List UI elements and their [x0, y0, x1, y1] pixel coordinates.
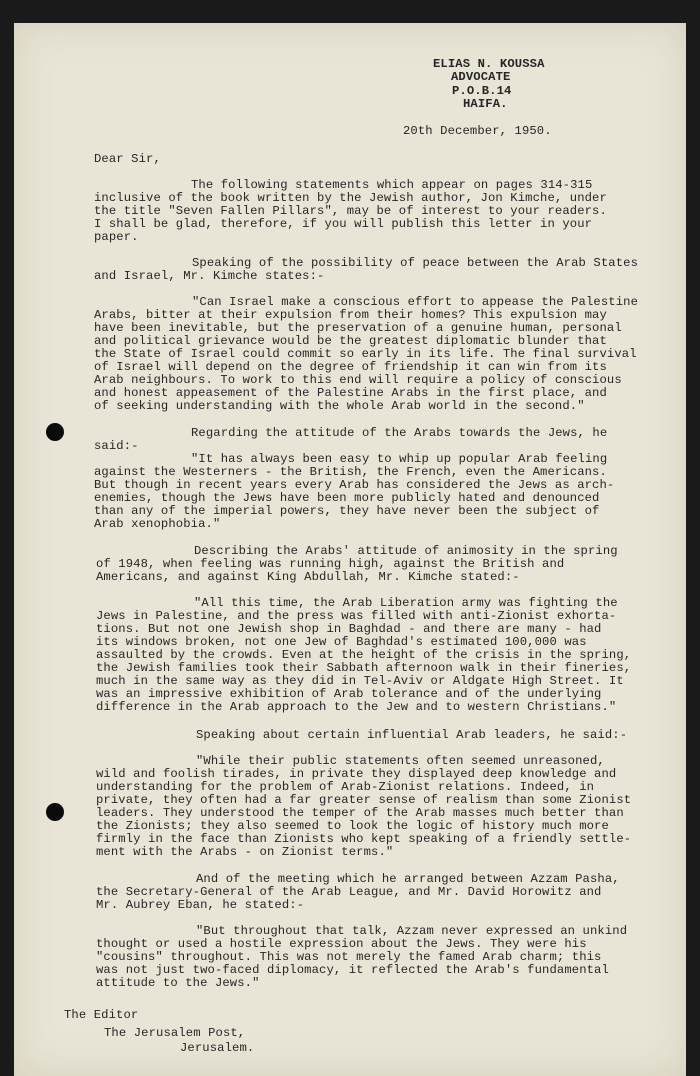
body-line: Speaking about certain influential Arab leaders, he said:-	[196, 728, 628, 742]
letter-page	[14, 23, 686, 1076]
quote-line: But though in recent years every Arab has considered the Jews as arch-	[94, 478, 615, 492]
punch-hole	[46, 423, 64, 441]
quote-line: of seeking understanding with the whole Arab world in the second."	[94, 399, 585, 413]
letter-date: 20th December, 1950.	[403, 124, 552, 138]
body-line: Mr. Aubrey Eban, he stated:-	[96, 898, 305, 912]
recipient-line: The Jerusalem Post,	[104, 1026, 246, 1040]
body-line: of 1948, when feeling was running high, against the British and	[96, 557, 565, 571]
quote-line: attitude to the Jews."	[96, 976, 260, 990]
quote-line: than any of the imperial powers, they have never been the subject of	[94, 504, 600, 518]
quote-line: "All this time, the Arab Liberation army was fighting the	[194, 596, 618, 610]
quote-line: the State of Israel could commit so early in its life. The final survival	[94, 347, 637, 361]
quote-line: have been inevitable, but the preservation of a genuine human, personal	[94, 321, 622, 335]
quote-line: "But throughout that talk, Azzam never expressed an unkind	[196, 924, 628, 938]
quote-line: leaders. They understood the temper of the Arab masses much better than	[96, 806, 624, 820]
body-line: And of the meeting which he arranged between Azzam Pasha,	[196, 872, 620, 886]
quote-line: much in the same way as they did in Tel-Aviv or Aldgate High Street. It	[96, 674, 624, 688]
quote-line: and political grievance would be the greatest diplomatic blunder that	[94, 334, 607, 348]
quote-line: Arab xenophobia."	[94, 517, 221, 531]
quote-line: "It has always been easy to whip up popular Arab feeling	[191, 452, 608, 466]
quote-line: the Zionists; they also seemed to look the logic of history much more	[96, 819, 609, 833]
quote-line: was not just two-faced diplomacy, it reflected the Arab's fundamental	[96, 963, 609, 977]
quote-line: private, they often had a far greater sense of realism than some Zionist	[96, 793, 632, 807]
salutation: Dear Sir,	[94, 152, 161, 166]
quote-line: of Israel will depend on the degree of friendship it can win from its	[94, 360, 607, 374]
body-line: I shall be glad, therefore, if you will publish this letter in your	[94, 217, 593, 231]
quote-line: "Can Israel make a conscious effort to appease the Palestine	[192, 295, 639, 309]
punch-hole	[46, 803, 64, 821]
quote-line: its windows broken, not one Jew of Baghdad's estimated 100,000 was	[96, 635, 587, 649]
body-line: The following statements which appear on pages 314-315	[191, 178, 593, 192]
body-line: Speaking of the possibility of peace between the Arab States	[192, 256, 639, 270]
quote-line: understanding for the problem of Arab-Zionist relations. Indeed, in	[96, 780, 595, 794]
quote-line: wild and foolish tirades, in private they displayed deep knowledge and	[96, 767, 617, 781]
recipient-line: Jerusalem.	[180, 1041, 255, 1055]
quote-line: "cousins" throughout. This was not merely the famed Arab charm; this	[96, 950, 602, 964]
body-line: paper.	[94, 230, 139, 244]
body-line: Describing the Arabs' attitude of animosity in the spring	[194, 544, 618, 558]
quote-line: tions. But not one Jewish shop in Baghdad - and there are many - had	[96, 622, 602, 636]
body-line: and Israel, Mr. Kimche states:-	[94, 269, 325, 283]
letterhead-pob: P.O.B.14	[452, 84, 512, 98]
quote-line: against the Westerners - the British, the French, even the Americans.	[94, 465, 607, 479]
body-line: Americans, and against King Abdullah, Mr. Kimche stated:-	[96, 570, 520, 584]
body-line: inclusive of the book written by the Jewish author, Jon Kimche, under	[94, 191, 607, 205]
quote-line: thought or used a hostile expression about the Jews. They were his	[96, 937, 587, 951]
letterhead-title: ADVOCATE	[451, 70, 511, 84]
recipient-line: The Editor	[64, 1008, 139, 1022]
quote-line: assaulted by the crowds. Even at the height of the crisis in the spring,	[96, 648, 632, 662]
quote-line: "While their public statements often seemed unreasoned,	[196, 754, 605, 768]
quote-line: difference in the Arab approach to the Jew and to western Christians."	[96, 700, 617, 714]
quote-line: Jews in Palestine, and the press was filled with anti-Zionist exhorta-	[96, 609, 617, 623]
body-line: the Secretary-General of the Arab League, and Mr. David Horowitz and	[96, 885, 602, 899]
quote-line: Arab neighbours. To work to this end will require a policy of conscious	[94, 373, 622, 387]
quote-line: the Jewish families took their Sabbath afternoon walk in their fineries,	[96, 661, 632, 675]
quote-line: Arabs, bitter at their expulsion from their homes? This expulsion may	[94, 308, 607, 322]
quote-line: firmly in the face than Zionists who kept speaking of a friendly settle-	[96, 832, 632, 846]
quote-line: was an impressive exhibition of Arab tolerance and of the underlying	[96, 687, 602, 701]
quote-line: enemies, though the Jews have been more publicly hated and denounced	[94, 491, 600, 505]
body-line: said:-	[94, 439, 139, 453]
body-line: the title "Seven Fallen Pillars", may be of interest to your readers.	[94, 204, 607, 218]
letterhead-name: ELIAS N. KOUSSA	[433, 57, 545, 71]
quote-line: ment with the Arabs - on Zionist terms."	[96, 845, 394, 859]
quote-line: and honest appeasement of the Palestine Arabs in the first place, and	[94, 386, 607, 400]
letterhead-city: HAIFA.	[463, 97, 508, 111]
body-line: Regarding the attitude of the Arabs towards the Jews, he	[191, 426, 608, 440]
